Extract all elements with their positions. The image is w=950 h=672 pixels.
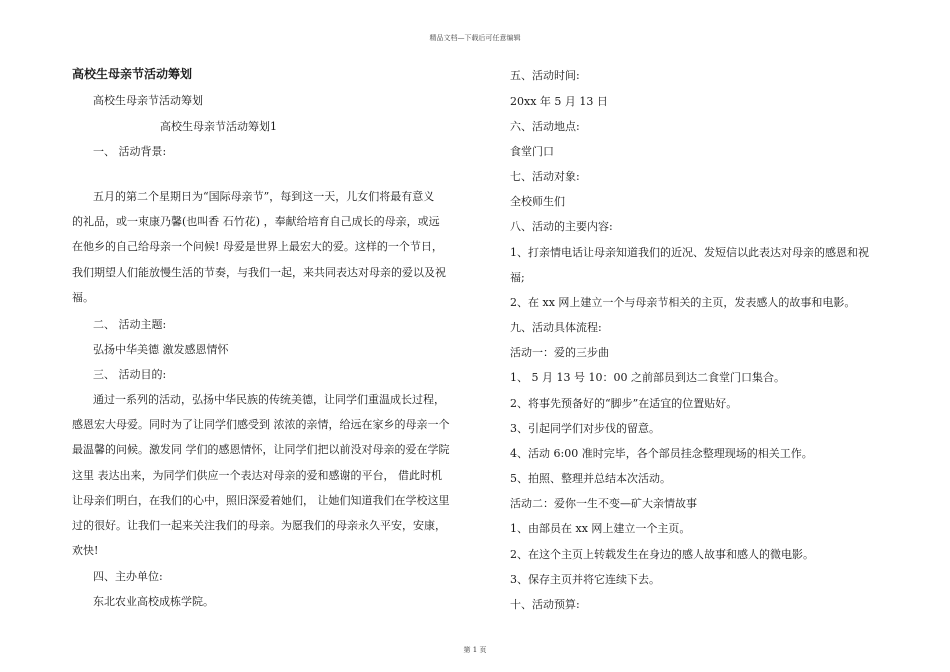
page-footer: 第 1 页 xyxy=(463,646,487,654)
list-item: 1、 5 月 13 号 10：00 之前部员到达二食堂门口集合。 xyxy=(510,371,785,384)
paragraph-line: 最温馨的问候。激发同 学们的感恩情怀，让同学们把以前没对母亲的爱在学院 xyxy=(72,443,450,456)
list-item: 3、引起同学们对步伐的留意。 xyxy=(510,422,660,435)
heading-purpose: 三、 活动目的: xyxy=(93,368,167,381)
theme-text: 弘扬中华美德 激发感恩情怀 xyxy=(93,343,229,356)
heading-audience: 七、活动对象: xyxy=(510,170,580,183)
list-item: 1、由部员在 xx 网上建立一个主页。 xyxy=(510,522,691,535)
paragraph-line: 这里 表达出来，为同学们供应一个表达对母亲的爱和感谢的平台， 借此时机 xyxy=(72,469,442,482)
list-item: 1、打亲情电话让母亲知道我们的近况、发短信以此表达对母亲的感恩和祝 xyxy=(510,246,869,259)
heading-process: 九、活动具体流程: xyxy=(510,321,602,334)
page-header: 精品文档—下载后可任意编辑 xyxy=(429,34,521,42)
activity-heading: 活动一：爱的三步曲 xyxy=(510,346,609,359)
heading-content: 八、活动的主要内容: xyxy=(510,220,613,233)
time-text: 20xx 年 5 月 13 日 xyxy=(510,95,608,108)
activity-heading: 活动二：爱你一生不变—矿大亲情故事 xyxy=(510,497,697,510)
list-item-continued: 福; xyxy=(510,271,525,284)
section-heading: 高校生母亲节活动筹划1 xyxy=(160,120,277,133)
location-text: 食堂门口 xyxy=(510,145,554,158)
paragraph-line: 欢快! xyxy=(72,544,99,557)
heading-theme: 二、 活动主题: xyxy=(93,318,167,331)
heading-budget: 十、活动预算: xyxy=(510,598,580,611)
paragraph-line: 过的很好。让我们一起来关注我们的母亲。为愿我们的母亲永久平安，安康， xyxy=(72,519,446,532)
heading-background: 一、 活动背景: xyxy=(93,145,167,158)
heading-time: 五、活动时间: xyxy=(510,69,580,82)
document-title: 高校生母亲节活动筹划 xyxy=(72,67,193,81)
audience-text: 全校师生们 xyxy=(510,195,565,208)
subtitle: 高校生母亲节活动筹划 xyxy=(93,94,203,107)
paragraph-line: 通过一系列的活动，弘扬中华民族的传统美德，让同学们重温成长过程， xyxy=(93,393,445,406)
paragraph-line: 感恩宏大母爱。同时为了让同学们感受到 浓浓的亲情，给远在家乡的母亲一个 xyxy=(72,418,450,431)
paragraph-line: 的礼品，或一束康乃馨(也叫香 石竹花) ，奉献给培育自己成长的母亲，或远 xyxy=(72,215,440,228)
paragraph-line: 我们期望人们能放慢生活的节奏，与我们一起，来共同表达对母亲的爱以及祝 xyxy=(72,266,446,279)
list-item: 2、在这个主页上转载发生在身边的感人故事和感人的微电影。 xyxy=(510,548,814,561)
paragraph-line: 五月的第二个星期日为“国际母亲节”，每到这一天，儿女们将最有意义 xyxy=(93,190,435,203)
paragraph-line: 在他乡的自己给母亲一个问候! 母爱是世界上最宏大的爱。这样的一个节日， xyxy=(72,240,443,253)
list-item: 2、将事先预备好的“脚步”在适宜的位置贴好。 xyxy=(510,397,738,410)
paragraph-line: 让母亲们明白，在我们的心中，照旧深爱着她们， 让她们知道我们在学校这里 xyxy=(72,494,450,507)
list-item: 3、保存主页并将它连续下去。 xyxy=(510,573,660,586)
list-item: 5、拍照、整理并总结本次活动。 xyxy=(510,472,671,485)
heading-location: 六、活动地点: xyxy=(510,120,580,133)
heading-organizer: 四、主办单位: xyxy=(93,570,163,583)
organizer-text: 东北农业高校成栋学院。 xyxy=(93,595,214,608)
list-item: 2、在 xx 网上建立一个与母亲节相关的主页，发表感人的故事和电影。 xyxy=(510,296,856,309)
paragraph-line: 福。 xyxy=(72,291,94,304)
list-item: 4、活动 6:00 准时完毕，各个部员挂念整理现场的相关工作。 xyxy=(510,447,813,460)
